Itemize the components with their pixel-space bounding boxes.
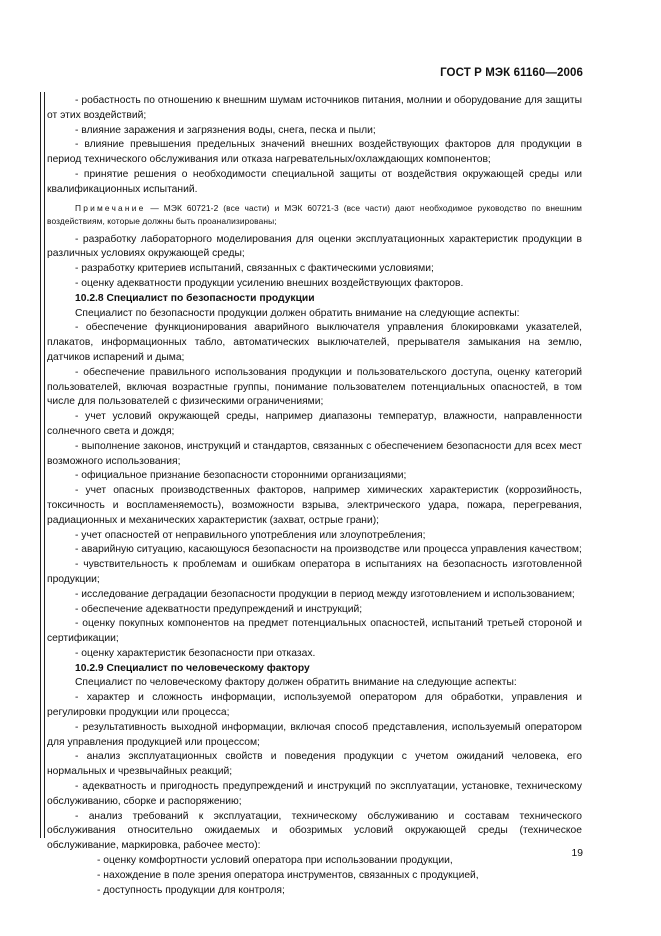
list-item: - принятие решения о необходимости специальной защиты от воздействия окружающей среды или квалификационных испытаний. [47,168,582,195]
list-item: - исследование деградации безопасности продукции в период между изготовлением и использованием; [75,588,575,600]
note-text: — МЭК 60721-2 (все части) и МЭК 60721-3 (все части) дают необходимое руководство по внешним воздействиям, которые должны быть проанализированы; [47,202,582,226]
list-item: - выполнение законов, инструкций и стандартов, связанных с обеспечением безопасности для всех мест возможного использования; [47,440,582,467]
page-number: 19 [571,848,583,859]
note [47,202,582,228]
list-item: - влияние заражения и загрязнения воды, снега, песка и пыли; [75,124,376,136]
revision-bar [40,92,41,838]
list-item: - адекватность и пригодность предупреждений и инструкций по эксплуатации, установке, техническому обслуживанию, сборке и распоряжению; [47,781,582,807]
document-body [47,94,582,898]
list-item: - чувствительность к проблемам и ошибкам оператора в испытаниях на безопасность изготовленной продукции; [47,559,582,585]
list-item: - разработку критериев испытаний, связанных с фактическими условиями; [75,263,434,275]
sub-list-item: - оценку комфортности условий оператора при использовании продукции, [97,855,453,867]
list-item: - учет опасностей от неправильного употребления или злоупотребления; [75,529,426,541]
list-item: - разработку лабораторного моделирования для оценки эксплуатационных характеристик продукции в различных условиях окружающей среды; [47,233,582,260]
list-item: - обеспечение функционирования аварийного выключателя управления блокировками указателей, плакатов, информационных табло, автоматических выключателей, прерывателя замыкания на землю, датчиков испарений и дыма; [47,322,582,363]
list-item: - характер и сложность информации, используемой оператором для обработки, управления и регулировки продукции или процесса; [47,692,582,719]
list-item: - робастность по отношению к внешним шумам источников питания, молнии и оборудование для защиты от этих воздействий; [47,95,582,121]
page-header: ГОСТ Р МЭК 61160—2006 [440,67,583,79]
revision-bar [44,92,45,838]
list-item: - оценку покупных компонентов на предмет потенциальных опасностей, испытаний третьей стороной и сертификации; [47,618,582,645]
section-intro: Специалист по человеческому фактору должен обратить внимание на следующие аспекты: [75,677,517,689]
list-item: - обеспечение правильного использования продукции и пользовательского доступа, оценку категорий пользователей, включая возрастные группы, понимание пользователем потенциальных опасностей, в том числе для пользователей с физическими ограничениями; [47,366,582,408]
list-item: - аварийную ситуацию, касающуюся безопасности на производстве или процесса управления качеством; [75,544,582,556]
list-item: - учет опасных производственных факторов, например химических характеристик (коррозийность, токсичность и воспламеняемость), возможности взрыва, электрического удара, пожара, перегревания, радиационных и механических характеристик (захват, острые грани); [47,485,582,526]
list-item: - обеспечение адекватности предупреждений и инструкций; [75,603,363,615]
list-item: - анализ требований к эксплуатации, техническому обслуживанию и составам технического обслуживания относительно ожидаемых и обозримых условий окружающей среды (техническое обслуживание, маркировка, рабочее место): [47,810,582,852]
list-item: - оценку адекватности продукции усилению внешних воздействующих факторов. [75,277,464,289]
list-item: - официальное признание безопасности сторонними организациями; [75,470,407,482]
section-intro: Специалист по безопасности продукции должен обратить внимание на следующие аспекты: [75,307,520,319]
list-item: - учет условий окружающей среды, например диапазоны температур, влажности, направленности солнечного света и дождя; [47,411,582,437]
note-label: Примечание [75,202,146,213]
sub-list-item: - нахождение в поле зрения оператора инструментов, связанных с продукцией, [97,869,479,881]
list-item: - влияние превышения предельных значений внешних воздействующих факторов для продукции в период технического обслуживания или отказа нагревательных/охлаждающих компонентов; [47,139,582,166]
list-item: - оценку характеристик безопасности при отказах. [75,647,316,659]
sub-list-item: - доступность продукции для контроля; [97,884,285,896]
section-heading: 10.2.9 Специалист по человеческому фактору [75,662,310,674]
section-heading: 10.2.8 Специалист по безопасности продукции [75,292,315,304]
list-item: - анализ эксплуатационных свойств и поведения продукции с учетом ожиданий человека, его нормальных и чрезвычайных реакций; [47,751,582,778]
list-item: - результативность выходной информации, включая способ представления, используемый оператором для управления продукцией или процессом; [47,721,582,748]
